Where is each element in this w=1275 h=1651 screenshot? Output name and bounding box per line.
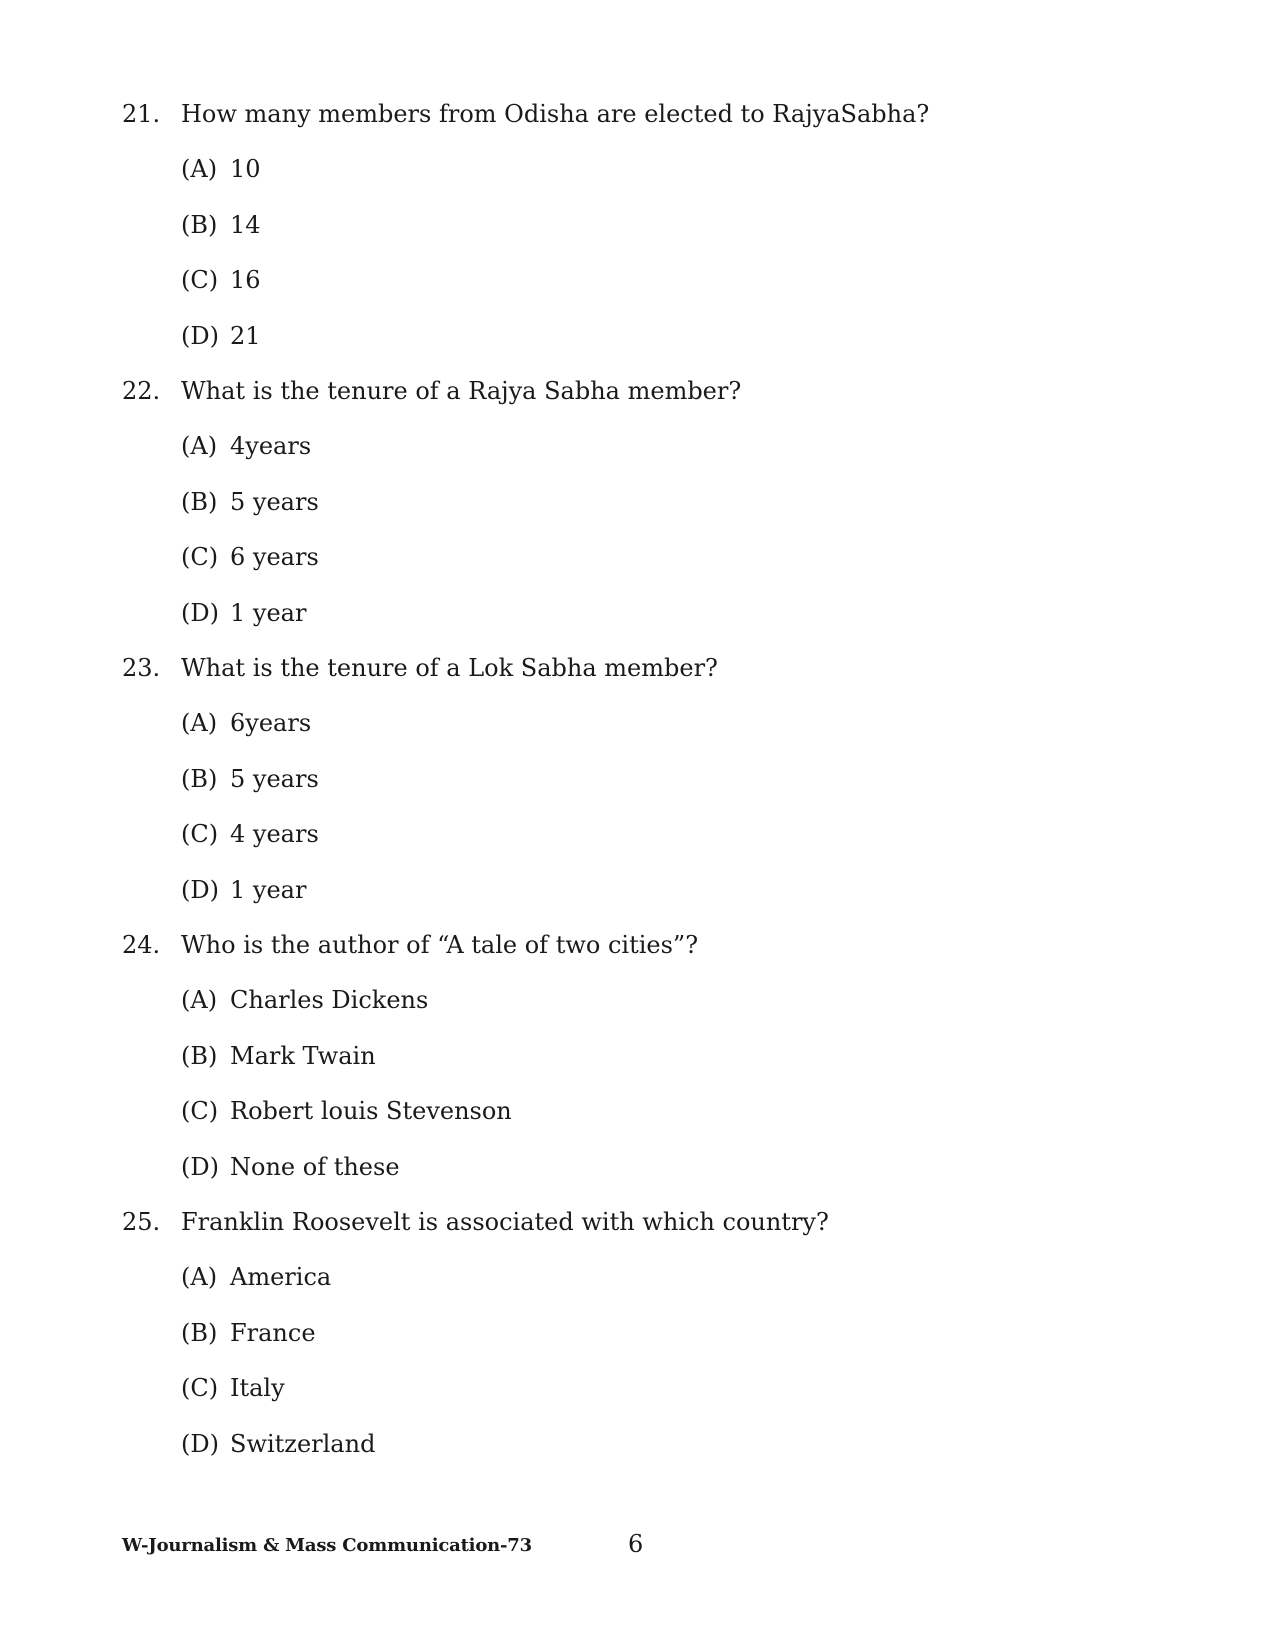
option-d xyxy=(122,1417,1122,1473)
option-letter: (D) xyxy=(181,1429,219,1458)
option-text: 4years xyxy=(230,432,312,460)
option-text: 14 xyxy=(230,210,261,239)
option-letter: (A) xyxy=(181,155,218,183)
option-c xyxy=(122,253,1122,309)
option-letter: (A) xyxy=(181,709,218,737)
question-24 xyxy=(122,917,1122,1195)
option-text: None of these xyxy=(230,1152,400,1181)
option-text: Robert louis Stevenson xyxy=(230,1097,512,1125)
option-text: 6 years xyxy=(230,543,319,571)
question-stem xyxy=(122,363,1122,419)
option-text: 21 xyxy=(230,321,261,350)
option-d xyxy=(122,586,1122,642)
option-letter: (A) xyxy=(181,432,218,460)
option-a xyxy=(122,973,1122,1029)
question-text: What is the tenure of a Lok Sabha member? xyxy=(181,654,718,682)
option-letter: (D) xyxy=(181,321,219,350)
option-letter: (B) xyxy=(181,764,218,793)
option-a xyxy=(122,142,1122,198)
option-text: 1 year xyxy=(230,598,307,627)
option-letter: (D) xyxy=(181,1152,219,1181)
option-c xyxy=(122,1361,1122,1417)
option-d xyxy=(122,309,1122,365)
question-number: 25. xyxy=(122,1208,161,1236)
question-stem xyxy=(122,86,1122,142)
option-text: 4 years xyxy=(230,820,319,848)
option-c xyxy=(122,530,1122,586)
question-number: 22. xyxy=(122,377,161,405)
option-text: 6years xyxy=(230,709,312,737)
option-d xyxy=(122,863,1122,919)
option-letter: (C) xyxy=(181,1097,219,1125)
option-text: Switzerland xyxy=(230,1429,376,1458)
question-stem xyxy=(122,1194,1122,1250)
option-text: America xyxy=(230,1263,332,1291)
option-letter: (C) xyxy=(181,543,219,571)
question-text: What is the tenure of a Rajya Sabha member? xyxy=(181,377,742,405)
option-letter: (B) xyxy=(181,1041,218,1070)
option-letter: (D) xyxy=(181,598,219,627)
option-c xyxy=(122,1084,1122,1140)
question-25 xyxy=(122,1194,1122,1472)
option-text: 1 year xyxy=(230,875,307,904)
question-text: Franklin Roosevelt is associated with which country? xyxy=(181,1208,829,1236)
option-b xyxy=(122,475,1122,531)
question-stem xyxy=(122,917,1122,973)
option-b xyxy=(122,198,1122,254)
option-letter: (A) xyxy=(181,986,218,1014)
option-letter: (B) xyxy=(181,210,218,239)
option-letter: (C) xyxy=(181,820,219,848)
question-text: Who is the author of “A tale of two cities”? xyxy=(181,931,699,959)
question-stem xyxy=(122,640,1122,696)
question-text: How many members from Odisha are elected to RajyaSabha? xyxy=(181,100,930,128)
option-text: 5 years xyxy=(230,764,319,793)
option-a xyxy=(122,696,1122,752)
option-text: 10 xyxy=(230,155,261,183)
question-number: 24. xyxy=(122,931,161,959)
option-text: France xyxy=(230,1318,316,1347)
option-a xyxy=(122,419,1122,475)
option-text: Mark Twain xyxy=(230,1041,376,1070)
option-letter: (A) xyxy=(181,1263,218,1291)
question-22 xyxy=(122,363,1122,641)
option-letter: (D) xyxy=(181,875,219,904)
question-number: 21. xyxy=(122,100,161,128)
option-letter: (C) xyxy=(181,1374,219,1402)
option-text: 16 xyxy=(230,266,261,294)
option-c xyxy=(122,807,1122,863)
option-b xyxy=(122,1029,1122,1085)
option-text: Italy xyxy=(230,1374,285,1402)
option-letter: (B) xyxy=(181,487,218,516)
option-letter: (C) xyxy=(181,266,219,294)
option-a xyxy=(122,1250,1122,1306)
option-text: Charles Dickens xyxy=(230,986,429,1014)
footer-page-number: 6 xyxy=(628,1530,644,1558)
question-number: 23. xyxy=(122,654,161,682)
footer-paper-code: W-Journalism & Mass Communication-73 xyxy=(122,1535,532,1556)
question-23 xyxy=(122,640,1122,918)
question-21 xyxy=(122,86,1122,364)
option-b xyxy=(122,752,1122,808)
option-letter: (B) xyxy=(181,1318,218,1347)
option-b xyxy=(122,1306,1122,1362)
option-text: 5 years xyxy=(230,487,319,516)
option-d xyxy=(122,1140,1122,1196)
